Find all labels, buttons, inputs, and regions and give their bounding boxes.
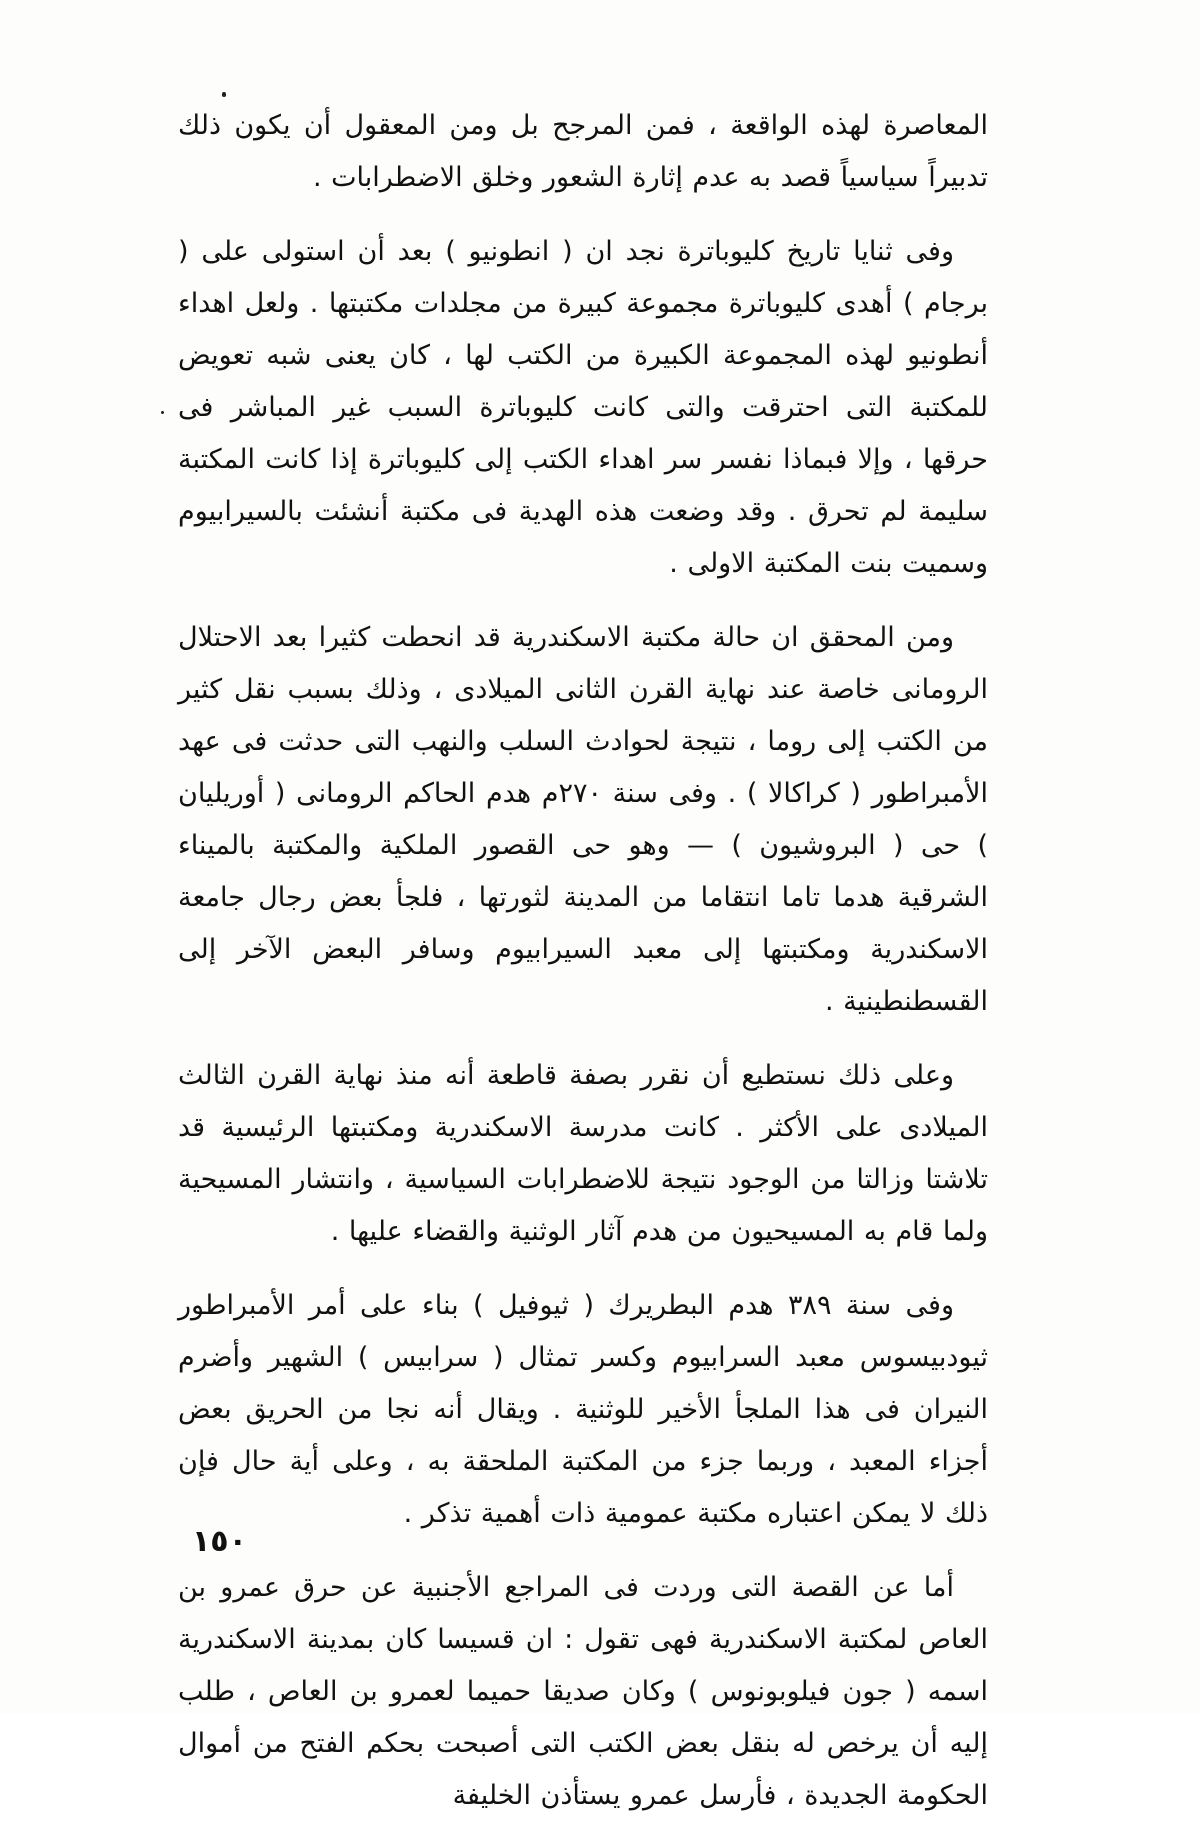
ink-speck [222, 92, 226, 97]
body-text [178, 100, 988, 1844]
paragraph: وفى ثنايا تاريخ كليوباترة نجد ان ( انطونيو ) بعد أن استولى على ( برجام ) أهدى كليوباترة مجموعة كبيرة من مجلدات مكتبتها . ولعل اهداء أنطونيو لهذه المجموعة الكبيرة من الكتب لها ، كان يعنى شبه تعويض للمكتبة التى احترقت والتى كانت كليوباترة السبب غير المباشر فى حرقها ، وإلا فبماذا نفسر سر اهداء الكتب إلى كليوباترة إذا كانت المكتبة سليمة لم تحرق . وقد وضعت هذه الهدية فى مكتبة أنشئت بالسيرابيوم وسميت بنت المكتبة الاولى . [178, 236, 988, 579]
paragraph: ومن المحقق ان حالة مكتبة الاسكندرية قد انحطت كثيرا بعد الاحتلال الرومانى خاصة عند نهاية القرن الثانى الميلادى ، وذلك بسبب نقل كثير من الكتب إلى روما ، نتيجة لحوادث السلب والنهب التى حدثت فى عهد الأمبراطور ( كراكالا ) . وفى سنة ٢٧٠م هدم الحاكم الرومانى ( أوريليان ) حى ( البروشيون ) — وهو حى القصور الملكية والمكتبة بالميناء الشرقية هدما تاما انتقاما من المدينة لثورتها ، فلجأ بعض رجال جامعة الاسكندرية ومكتبتها إلى معبد السيرابيوم وسافر البعض الآخر إلى القسطنطينية . [178, 622, 988, 1017]
page-number: ١٥٠ [192, 1524, 247, 1559]
paragraph: أما عن القصة التى وردت فى المراجع الأجنبية عن حرق عمرو بن العاص لمكتبة الاسكندرية فهى تقول : ان قسيسا كان بمدينة الاسكندرية اسمه ( جون فيلوبونوس ) وكان صديقا حميما لعمرو بن العاص ، طلب إليه أن يرخص له بنقل بعض الكتب التى أصبحت بحكم الفتح من أموال الحكومة الجديدة ، فأرسل عمرو يستأذن الخليفة [178, 1572, 988, 1811]
paragraph: المعاصرة لهذه الواقعة ، فمن المرجح بل ومن المعقول أن يكون ذلك تدبيراً سياسياً قصد به عدم إثارة الشعور وخلق الاضطرابات . [178, 110, 988, 193]
ink-speck [161, 411, 164, 414]
paragraph: وعلى ذلك نستطيع أن نقرر بصفة قاطعة أنه منذ نهاية القرن الثالث الميلادى على الأكثر . كانت مدرسة الاسكندرية ومكتبتها الرئيسية قد تلاشتا وزالتا من الوجود نتيجة للاضطرابات السياسية ، وانتشار المسيحية ولما قام به المسيحيون من هدم آثار الوثنية والقضاء عليها . [178, 1060, 988, 1247]
paragraph: وفى سنة ٣٨٩ هدم البطريرك ( ثيوفيل ) بناء على أمر الأمبراطور ثيودبيسوس معبد السرابيوم وكسر تمثال ( سرابيس ) الشهير وأضرم النيران فى هذا الملجأ الأخير للوثنية . ويقال أنه نجا من الحريق بعض أجزاء المعبد ، وربما جزء من المكتبة الملحقة به ، وعلى أية حال فإن ذلك لا يمكن اعتباره مكتبة عمومية ذات أهمية تذكر . [178, 1290, 988, 1529]
